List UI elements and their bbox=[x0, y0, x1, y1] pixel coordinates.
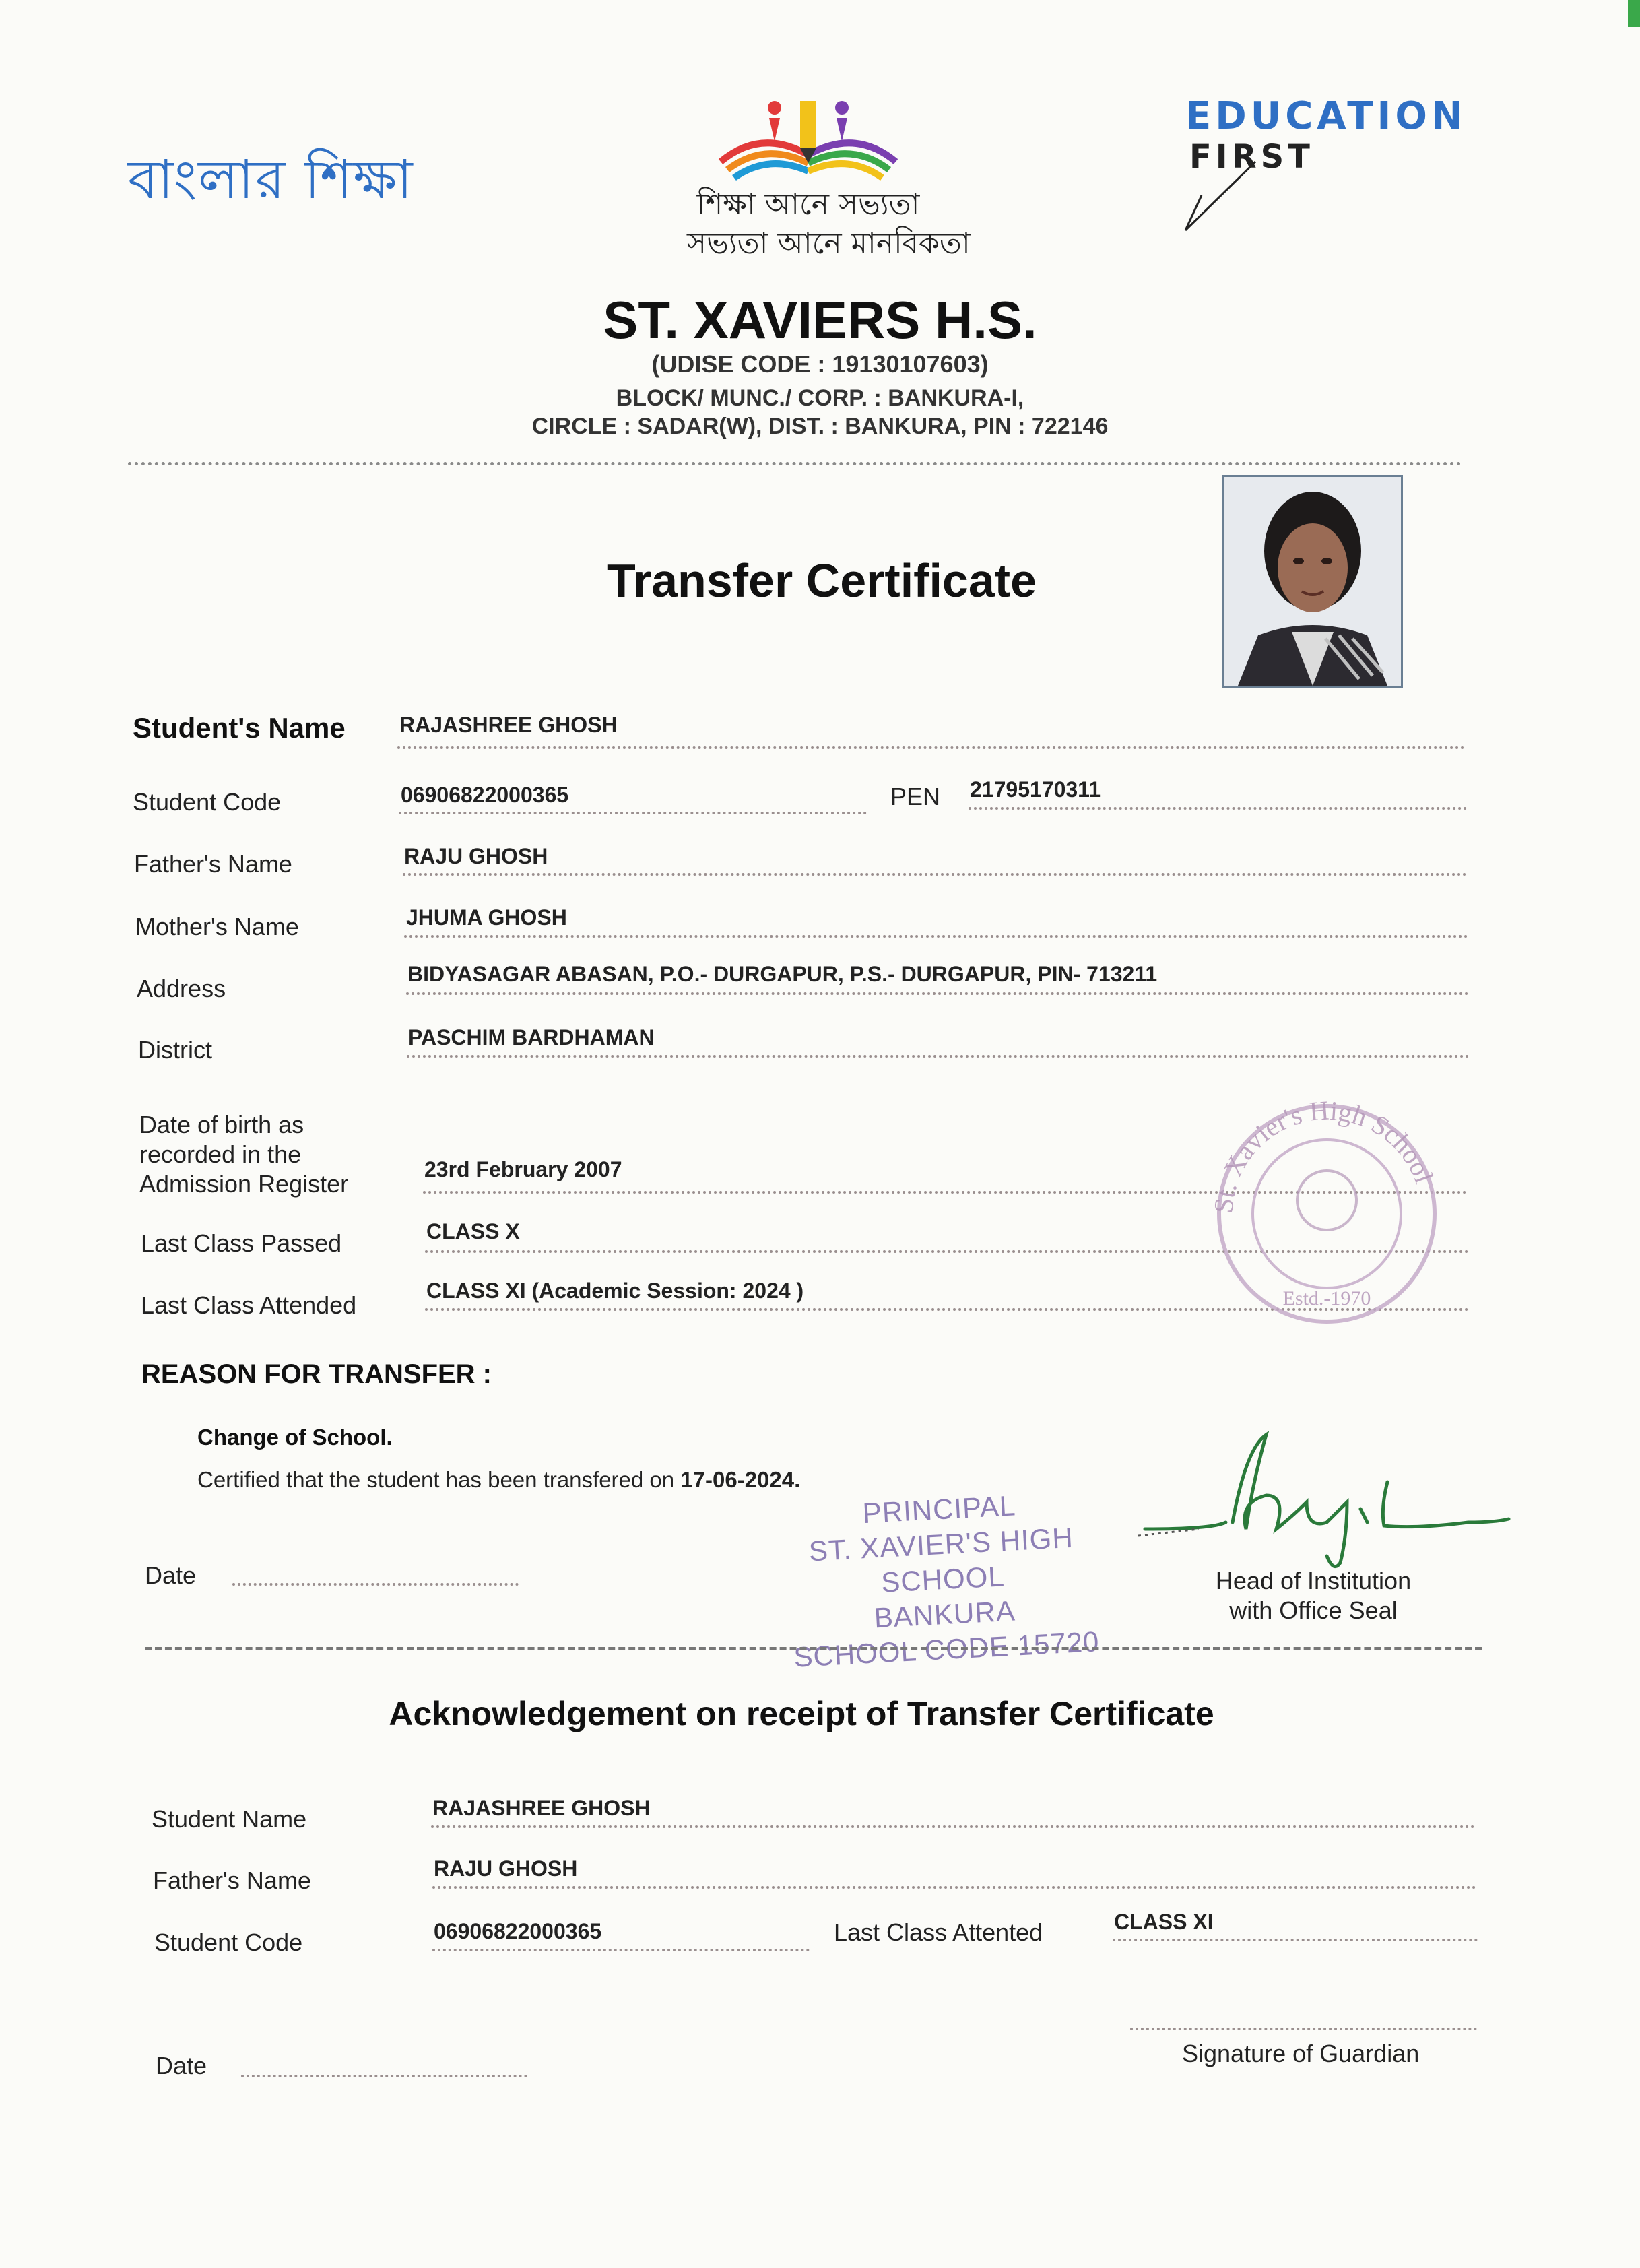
dotted-line bbox=[397, 746, 1465, 749]
ack-student-name-value: RAJASHREE GHOSH bbox=[432, 1796, 651, 1820]
student-code-label: Student Code bbox=[133, 788, 282, 816]
certification-date: 17-06-2024. bbox=[680, 1467, 801, 1492]
school-address-line2: CIRCLE : SADAR(W), DIST. : BANKURA, PIN : 722146 bbox=[531, 414, 1109, 439]
last-class-passed-label: Last Class Passed bbox=[141, 1229, 342, 1257]
document-title: Transfer Certificate bbox=[606, 554, 1037, 607]
pen-label: PEN bbox=[890, 783, 941, 810]
ack-last-class-value: CLASS XI bbox=[1114, 1910, 1214, 1934]
dotted-line bbox=[407, 1055, 1470, 1058]
ack-father-name-value: RAJU GHOSH bbox=[434, 1856, 578, 1881]
address-label: Address bbox=[137, 975, 226, 1002]
mother-name-label: Mother's Name bbox=[135, 913, 299, 940]
logo-tagline-2: সভ্যতা আনে মানবিকতা bbox=[687, 226, 971, 261]
mother-name-value: JHUMA GHOSH bbox=[406, 905, 567, 930]
district-label: District bbox=[138, 1036, 212, 1064]
ack-student-code-value: 06906822000365 bbox=[434, 1919, 602, 1943]
dob-label-line3: Admission Register bbox=[139, 1170, 349, 1198]
book-pencil-logo-icon bbox=[707, 81, 909, 182]
dotted-line bbox=[431, 1825, 1475, 1828]
dotted-line bbox=[432, 1886, 1476, 1889]
dotted-line bbox=[399, 812, 867, 814]
date-dotted-line bbox=[232, 1583, 519, 1586]
ack-student-name-label: Student Name bbox=[152, 1805, 307, 1833]
ack-student-code-label: Student Code bbox=[154, 1929, 303, 1956]
dob-label bbox=[139, 1110, 348, 1199]
svg-text:St. Xavier's High School bbox=[1208, 1099, 1440, 1214]
last-class-attended-value: CLASS XI (Academic Session: 2024 ) bbox=[426, 1278, 804, 1303]
student-photo bbox=[1222, 475, 1403, 688]
seal-year: Estd.-1970 bbox=[1282, 1287, 1371, 1309]
reason-heading: REASON FOR TRANSFER : bbox=[141, 1359, 492, 1389]
stamp-line4: SCHOOL CODE 15720 bbox=[793, 1625, 1101, 1673]
student-code-value: 06906822000365 bbox=[401, 783, 569, 807]
scan-edge-mark bbox=[1628, 0, 1640, 27]
acknowledgement-title: Acknowledgement on receipt of Transfer Certificate bbox=[389, 1695, 1214, 1732]
certification-statement bbox=[197, 1467, 800, 1493]
pen-stroke-icon bbox=[1181, 155, 1276, 236]
seal-ring-text: St. Xavier's High School bbox=[1208, 1099, 1440, 1214]
udise-code: (UDISE CODE : 19130107603) bbox=[651, 350, 989, 378]
dob-value: 23rd February 2007 bbox=[424, 1157, 622, 1181]
education-first-logo bbox=[1185, 94, 1468, 176]
district-value: PASCHIM BARDHAMAN bbox=[408, 1025, 655, 1049]
education-first-line2: FIRST bbox=[1189, 138, 1314, 176]
head-of-institution-line1: Head of Institution bbox=[1215, 1567, 1412, 1594]
dotted-line bbox=[404, 935, 1468, 938]
address-value: BIDYASAGAR ABASAN, P.O.- DURGAPUR, P.S.- DURGAPUR, PIN- 713211 bbox=[407, 962, 1158, 986]
dotted-line bbox=[432, 1949, 810, 1951]
school-round-seal bbox=[1206, 1099, 1448, 1328]
head-of-institution-line2: with Office Seal bbox=[1229, 1596, 1398, 1624]
stamp-line3: BANKURA bbox=[873, 1594, 1016, 1634]
tear-off-divider bbox=[145, 1647, 1482, 1650]
education-first-line1: EDUCATION bbox=[1185, 94, 1467, 138]
last-class-attended-label: Last Class Attended bbox=[141, 1291, 357, 1319]
student-name-label: Student's Name bbox=[133, 712, 346, 744]
head-of-institution-caption bbox=[1185, 1566, 1441, 1625]
reason-text: Change of School. bbox=[197, 1425, 393, 1450]
school-address-line1: BLOCK/ MUNC./ CORP. : BANKURA-I, bbox=[616, 385, 1024, 411]
ack-date-label: Date bbox=[156, 2052, 207, 2079]
center-logo bbox=[687, 81, 971, 263]
guardian-signature-label: Signature of Guardian bbox=[1182, 2040, 1420, 2067]
student-name-value: RAJASHREE GHOSH bbox=[399, 713, 618, 737]
father-name-label: Father's Name bbox=[134, 850, 292, 878]
stamp-line1: PRINCIPAL bbox=[861, 1489, 1017, 1530]
certification-prefix: Certified that the student has been transfered on bbox=[197, 1467, 681, 1492]
banglar-siksha-logo: বাংলার শিক্ষা bbox=[128, 148, 414, 211]
ack-last-class-label: Last Class Attented bbox=[834, 1918, 1043, 1946]
date-label: Date bbox=[145, 1561, 197, 1589]
school-name: ST. XAVIERS H.S. bbox=[603, 290, 1037, 350]
father-name-value: RAJU GHOSH bbox=[404, 844, 548, 868]
dotted-line bbox=[403, 873, 1467, 876]
header-divider bbox=[128, 462, 1462, 465]
ack-date-dotted-line bbox=[241, 2075, 527, 2077]
pen-value: 21795170311 bbox=[970, 777, 1101, 802]
dotted-line bbox=[406, 992, 1469, 995]
ack-father-name-label: Father's Name bbox=[153, 1867, 311, 1894]
guardian-signature-line bbox=[1130, 2028, 1477, 2030]
dotted-line bbox=[969, 807, 1467, 810]
principal-signature bbox=[1131, 1428, 1522, 1576]
dob-label-line1: Date of birth as bbox=[139, 1111, 304, 1138]
dob-label-line2: recorded in the bbox=[139, 1140, 302, 1168]
dotted-line bbox=[1113, 1939, 1478, 1941]
last-class-passed-value: CLASS X bbox=[426, 1219, 520, 1243]
stamp-line2: ST. XAVIER'S HIGH SCHOOL bbox=[808, 1521, 1074, 1598]
logo-tagline-1: শিক্ষা আনে সভ্যতা bbox=[696, 187, 920, 222]
